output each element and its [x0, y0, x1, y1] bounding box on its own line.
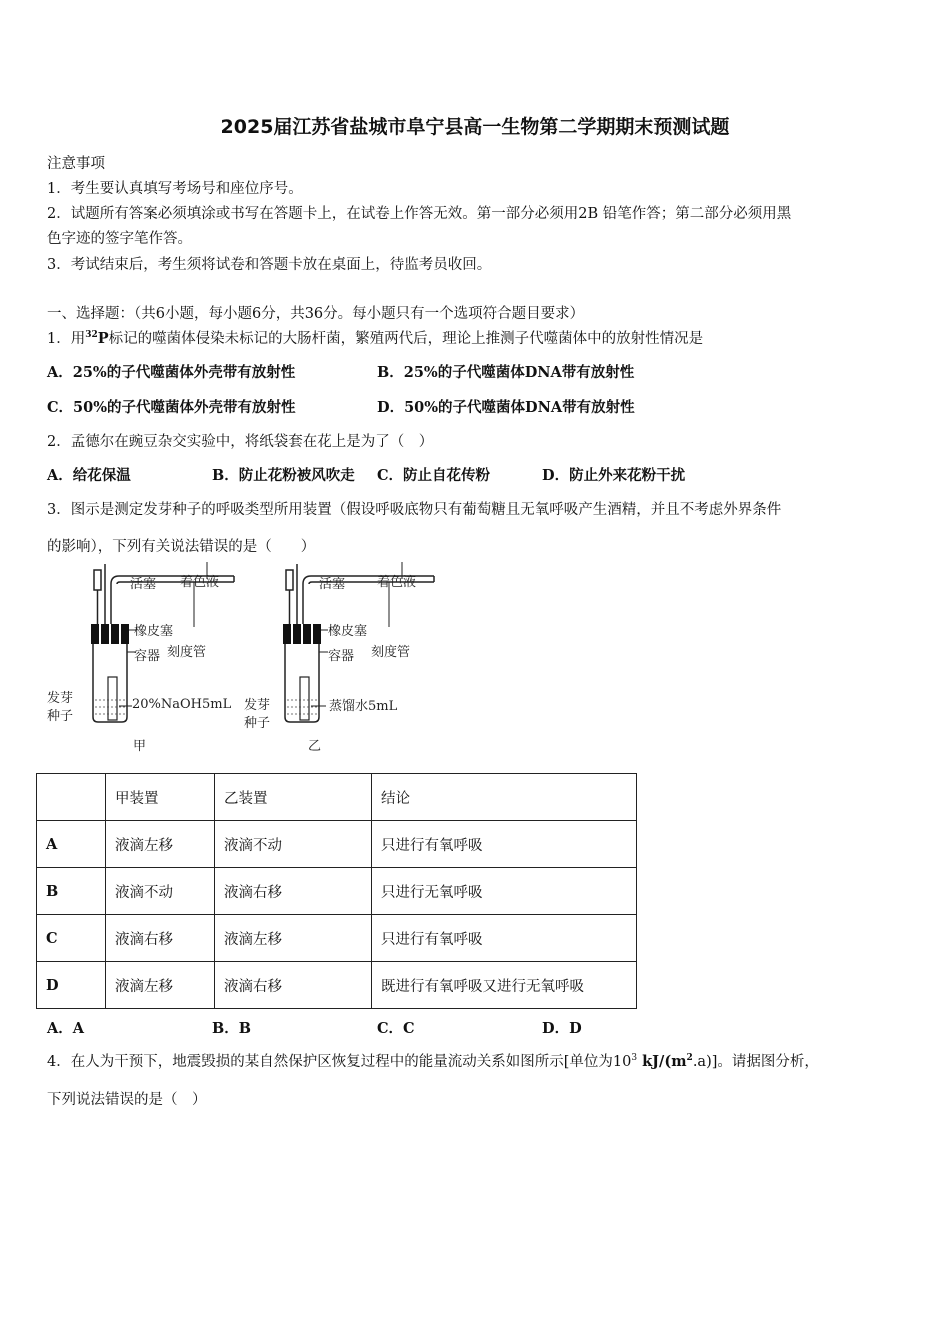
q1-option-c[interactable]: C．50%的子代噬菌体外壳带有放射性: [47, 399, 296, 416]
question-4-stem: [47, 1050, 819, 1071]
notice-heading: 注意事项: [47, 156, 105, 172]
section-heading: 一、选择题：（共6小题，每小题6分，共36分。每小题只有一个选项符合题目要求）: [47, 306, 585, 322]
q2-option-b[interactable]: B．防止花粉被风吹走: [212, 467, 355, 484]
q4-stem-post: .a)]。请据图分析，: [692, 1054, 819, 1070]
label-container-yi: 容器: [328, 649, 355, 664]
label-seed1-yi: 发芽: [244, 698, 271, 713]
question-3-stem: 3．图示是测定发芽种子的呼吸类型所用装置（假设呼吸底物只有葡萄糖且无氧呼吸产生酒精，并且不考虑外界条件: [47, 502, 782, 518]
table-cell: 液滴左移: [106, 821, 215, 868]
question-2-stem: 2．孟德尔在豌豆杂交实验中，将纸袋套在花上是为了（ ）: [47, 434, 434, 450]
table-cell: 只进行有氧呼吸: [372, 821, 637, 868]
label-container-jia: 容器: [134, 649, 161, 664]
q1-option-a[interactable]: A．25%的子代噬菌体外壳带有放射性: [47, 364, 296, 381]
label-water: 蒸馏水5mL: [329, 699, 398, 714]
table-cell: 液滴右移: [106, 915, 215, 962]
table-header-cell: 甲装置: [106, 774, 215, 821]
q4-sup2: 2: [686, 1053, 693, 1064]
table-cell: 液滴不动: [215, 821, 372, 868]
label-seed2-jia: 种子: [47, 709, 74, 724]
q1-option-d[interactable]: D．50%的子代噬菌体DNA带有放射性: [377, 399, 635, 416]
table-cell: 液滴左移: [106, 962, 215, 1009]
table-cell: C: [37, 915, 106, 962]
table-cell: 液滴左移: [215, 915, 372, 962]
table-header-row: [37, 774, 637, 821]
table-row: [37, 821, 637, 868]
respiration-apparatus-figure: [44, 562, 444, 762]
q3-option-a[interactable]: A．A: [47, 1020, 85, 1037]
page-title: 2025届江苏省盐城市阜宁县高一生物第二学期期末预测试题: [220, 116, 730, 138]
label-yi: 乙: [308, 739, 322, 754]
notice-item-3: 3．考试结束后，考生须将试卷和答题卡放在桌面上，待监考员收回。: [47, 257, 492, 273]
table-cell: 液滴右移: [215, 962, 372, 1009]
notice-item-2: 2．试题所有答案必须填涂或书写在答题卡上，在试卷上作答无效。第一部分必须用2B 铅笔作答；第二部分必须用黑: [47, 206, 792, 222]
q2-option-d[interactable]: D．防止外来花粉干扰: [542, 467, 686, 484]
table-cell: 只进行有氧呼吸: [372, 915, 637, 962]
apparatus-yi: [244, 562, 434, 754]
label-seed1-jia: 发芽: [47, 691, 74, 706]
table-cell: 液滴不动: [106, 868, 215, 915]
label-jia: 甲: [133, 739, 147, 754]
table-cell: 液滴右移: [215, 868, 372, 915]
label-scale-tube-yi: 刻度管: [371, 645, 411, 660]
q1-post: 标记的噬菌体侵染未标记的大肠杆菌，繁殖两代后，理论上推测子代噬菌体中的放射性情况是: [108, 331, 704, 347]
q1-p: P: [97, 330, 109, 347]
table-row: [37, 962, 637, 1009]
table-cell: A: [37, 821, 106, 868]
question-1-stem: [47, 327, 703, 348]
q4-stem-mid: kJ/(m: [637, 1053, 687, 1070]
q2-option-c[interactable]: C．防止自花传粉: [377, 467, 491, 484]
label-rubber-jia: 橡皮塞: [134, 624, 174, 639]
label-stopcock-yi: 活塞: [319, 577, 346, 592]
notice-item-2-cont: 色字迹的签字笔作答。: [47, 231, 192, 247]
table-header-cell: [37, 774, 106, 821]
table-cell: 既进行有氧呼吸又进行无氧呼吸: [372, 962, 637, 1009]
table-cell: 只进行无氧呼吸: [372, 868, 637, 915]
q1-option-b[interactable]: B．25%的子代噬菌体DNA带有放射性: [377, 364, 635, 381]
label-dye-yi: 着色液: [377, 575, 417, 590]
q4-stem-pre: 4．在人为干预下，地震毁损的某自然保护区恢复过程中的能量流动关系如图所示[单位为10: [47, 1054, 632, 1070]
table-row: [37, 915, 637, 962]
q3-answer-table: [36, 773, 637, 1009]
label-naoh: 20%NaOH5mL: [132, 697, 232, 712]
question-3-stem-cont: 的影响），下列有关说法错误的是（ ）: [47, 539, 316, 555]
q3-option-d[interactable]: D．D: [542, 1020, 582, 1037]
table-cell: D: [37, 962, 106, 1009]
label-rubber-yi: 橡皮塞: [328, 624, 368, 639]
q1-sup: 32: [85, 330, 98, 341]
label-seed2-yi: 种子: [244, 716, 271, 731]
q2-option-a[interactable]: A．给花保温: [47, 467, 131, 484]
q1-pre: 1．用: [47, 331, 86, 347]
table-header-cell: 结论: [372, 774, 637, 821]
notice-item-1: 1．考生要认真填写考场号和座位序号。: [47, 181, 303, 197]
table-cell: B: [37, 868, 106, 915]
q4-sup1: 3: [631, 1053, 638, 1064]
table-header-cell: 乙装置: [215, 774, 372, 821]
label-stopcock-jia: 活塞: [130, 577, 157, 592]
apparatus-jia: [47, 562, 234, 754]
label-dye-jia: 着色液: [180, 575, 220, 590]
q3-option-c[interactable]: C．C: [377, 1020, 415, 1037]
label-scale-tube-jia: 刻度管: [167, 645, 207, 660]
q3-option-b[interactable]: B．B: [212, 1020, 252, 1037]
table-row: [37, 868, 637, 915]
question-4-stem-cont: 下列说法错误的是（ ）: [47, 1092, 207, 1108]
